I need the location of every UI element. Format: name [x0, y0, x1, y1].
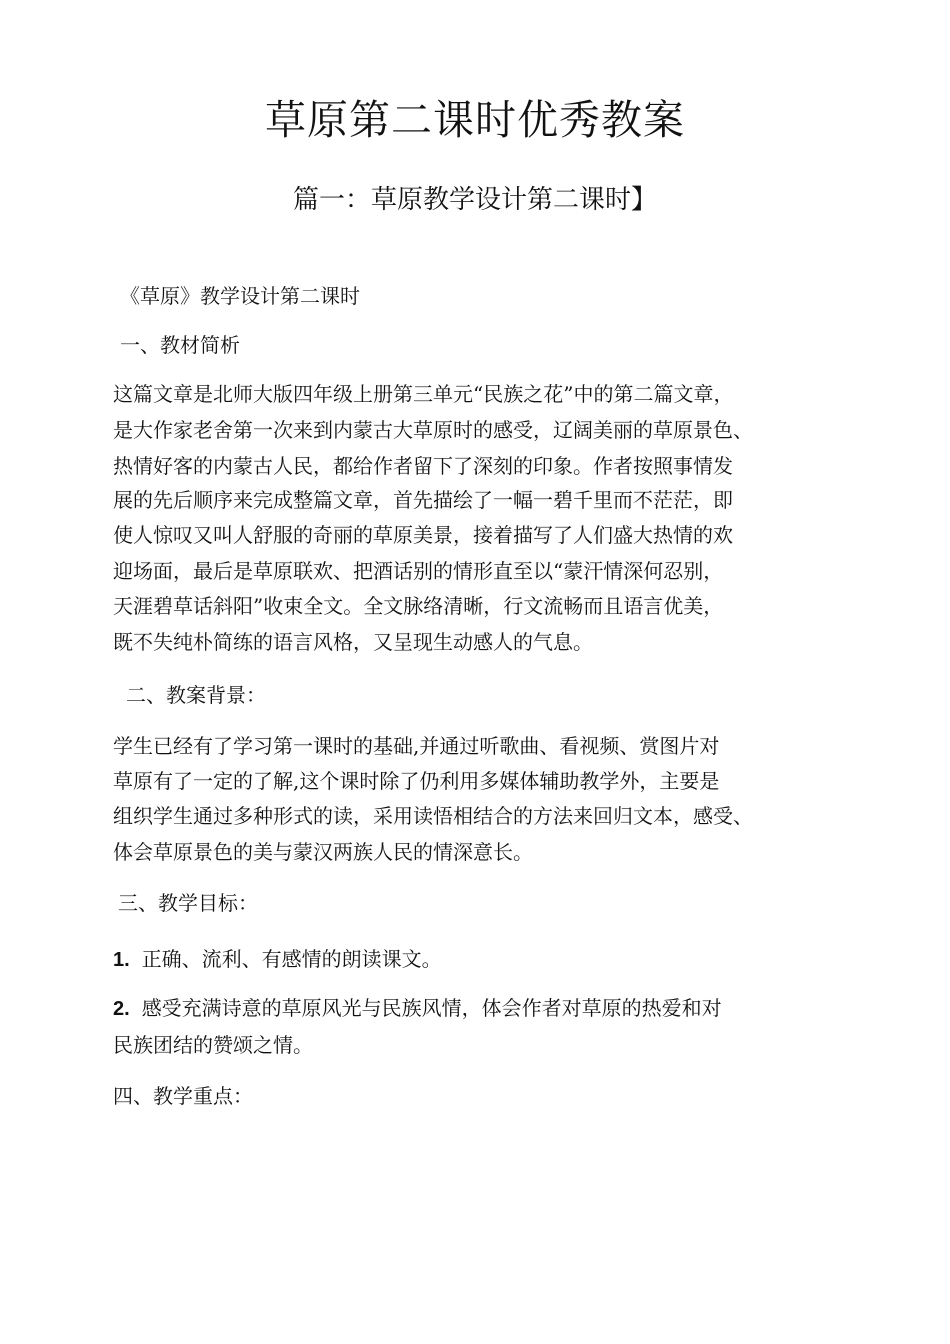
paragraph-line: 学生已经有了学习第一课时的基础,并通过听歌曲、看视频、赏图片对	[113, 734, 720, 758]
paragraph-line: 是大作家老舍第一次来到内蒙古大草原时的感受，辽阔美丽的草原景色、	[113, 418, 753, 442]
list-item	[113, 944, 442, 975]
paragraph-line: 民族团结的赞颂之情。	[113, 1033, 313, 1057]
section-heading-background: 二、教案背景：	[126, 683, 266, 707]
document-title: 草原第二课时优秀教案	[265, 96, 685, 144]
doc-heading: 《草原》教学设计第二课时	[120, 284, 360, 308]
paragraph-line: 热情好客的内蒙古人民，都给作者留下了深刻的印象。作者按照事情发	[113, 454, 733, 478]
paragraph-line: 既不失纯朴简练的语言风格，又呈现生动感人的气息。	[113, 630, 593, 654]
paragraph-line: 展的先后顺序来完成整篇文章，首先描绘了一幅一碧千里而不茫茫，即	[113, 488, 733, 512]
paragraph-line: 草原有了一定的了解,这个课时除了仍利用多媒体辅助教学外，主要是	[113, 769, 720, 793]
list-item-text: 感受充满诗意的草原风光与民族风情，体会作者对草原的热爱和对	[141, 996, 722, 1020]
paragraph-line: 体会草原景色的美与蒙汉两族人民的情深意长。	[113, 840, 533, 864]
section-heading-objectives: 三、教学目标：	[118, 891, 258, 915]
section-heading-key-points: 四、教学重点：	[113, 1084, 253, 1108]
list-item-text: 正确、流利、有感情的朗读课文。	[141, 947, 442, 971]
list-item	[113, 993, 722, 1024]
paragraph-line: 这篇文章是北师大版四年级上册第三单元“民族之花”中的第二篇文章，	[113, 382, 734, 406]
paragraph-line: 天涯碧草话斜阳”收束全文。全文脉络清晰，行文流畅而且语言优美，	[113, 594, 724, 618]
paragraph-line: 组织学生通过多种形式的读，采用读悟相结合的方法来回归文本，感受、	[113, 804, 753, 828]
paragraph-line: 迎场面，最后是草原联欢、把酒话别的情形直至以“蒙汗情深何忍别，	[113, 559, 724, 583]
list-item-number: 2.	[113, 998, 130, 1020]
section-heading-materials: 一、教材简析	[120, 333, 240, 357]
list-item-number: 1.	[113, 949, 130, 971]
paragraph-line: 使人惊叹又叫人舒服的奇丽的草原美景，接着描写了人们盛大热情的欢	[113, 523, 733, 547]
document-subtitle: 篇一：草原教学设计第二课时】	[292, 185, 657, 215]
